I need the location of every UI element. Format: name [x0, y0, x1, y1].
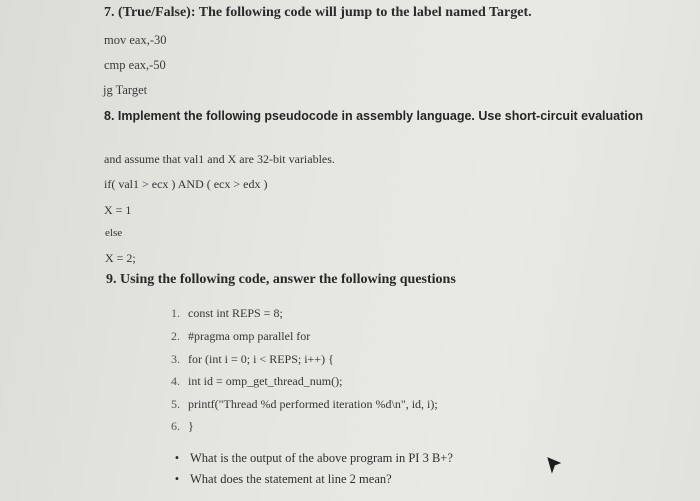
q9-question-1: [172, 451, 453, 466]
code-text: int id = omp_get_thread_num();: [188, 374, 343, 388]
mouse-cursor-icon: [547, 457, 561, 475]
line-number: 3.: [171, 352, 180, 366]
q9-question-2: [172, 472, 392, 487]
q8-line-3: X = 1: [104, 203, 132, 217]
question-text: What does the statement at line 2 mean?: [190, 472, 392, 486]
q9-code-line-1: [171, 306, 283, 321]
question-7-title: 7. (True/False): The following code will jump to the label named Target.: [104, 5, 532, 20]
q8-line-2: if( val1 > ecx ) AND ( ecx > edx ): [104, 177, 268, 191]
bullet-icon: •: [174, 472, 180, 486]
q8-line-4: else: [105, 227, 123, 239]
q7-code-line-3: jg Target: [103, 83, 148, 97]
line-number: 5.: [171, 397, 180, 411]
question-9-title: 9. Using the following code, answer the following questions: [106, 272, 456, 287]
q9-code-line-3: [171, 352, 334, 367]
q7-code-line-1: mov eax,-30: [104, 33, 167, 47]
q9-code-line-2: [171, 329, 310, 344]
q9-code-line-6: [171, 419, 194, 434]
q9-code-line-5: [171, 397, 438, 412]
code-text: const int REPS = 8;: [188, 306, 283, 320]
line-number: 2.: [171, 329, 180, 343]
q8-line-1: and assume that val1 and X are 32-bit variables.: [104, 152, 335, 166]
line-number: 1.: [171, 306, 180, 320]
code-text: for (int i = 0; i < REPS; i++) {: [188, 352, 334, 366]
q9-code-line-4: [171, 374, 342, 389]
q7-code-line-2: cmp eax,-50: [104, 58, 166, 72]
q8-line-5: X = 2;: [105, 251, 136, 265]
line-number: 4.: [171, 374, 180, 388]
code-text: }: [188, 419, 194, 433]
code-text: printf("Thread %d performed iteration %d\n", id, i);: [188, 397, 438, 411]
code-text: #pragma omp parallel for: [188, 329, 311, 343]
question-8-title: 8. Implement the following pseudocode in assembly language. Use short-circuit evaluation: [104, 109, 643, 123]
question-text: What is the output of the above program in PI 3 B+?: [190, 451, 453, 465]
line-number: 6.: [171, 419, 180, 433]
bullet-icon: •: [174, 451, 180, 465]
